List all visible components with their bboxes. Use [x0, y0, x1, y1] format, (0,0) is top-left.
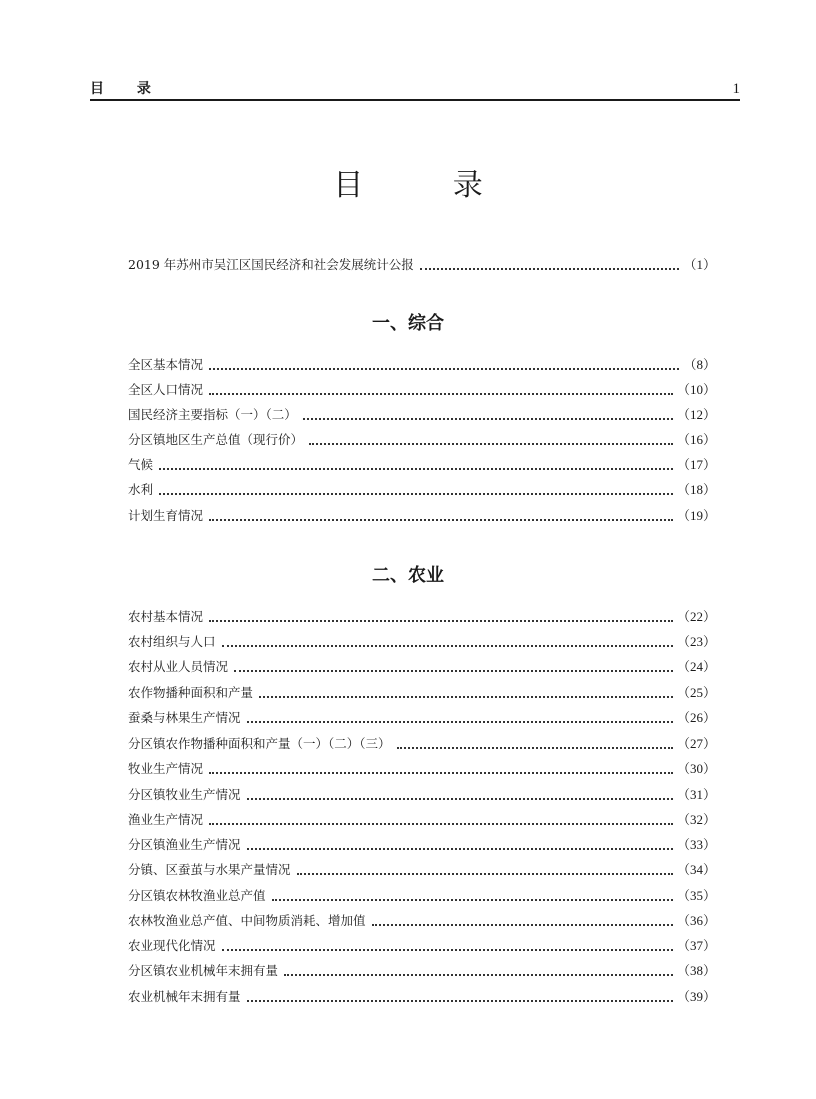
header-rule: [90, 99, 740, 101]
toc-entry-page: （8）: [683, 357, 716, 372]
toc-entry-page: （1）: [683, 257, 716, 272]
toc-entry[interactable]: [128, 406, 716, 424]
toc-entry-label: 牧业生产情况: [128, 761, 204, 776]
toc-entry-label: 国民经济主要指标（一）（二）: [128, 407, 297, 422]
toc-entry-page: （12）: [676, 407, 716, 422]
toc-entry-label: 2019 年苏州市吴江区国民经济和社会发展统计公报: [128, 257, 414, 272]
toc-entry-page: （39）: [676, 989, 716, 1004]
dot-leader: [209, 519, 673, 521]
toc-entry-page: （19）: [676, 508, 716, 523]
toc-entry[interactable]: [128, 962, 716, 980]
toc-entry[interactable]: [128, 658, 716, 676]
toc-entry[interactable]: [128, 836, 716, 854]
dot-leader: [234, 670, 673, 672]
toc-entry[interactable]: [128, 684, 716, 702]
dot-leader: [284, 974, 673, 976]
section-heading-general: 一、综合: [372, 313, 444, 334]
toc-entry[interactable]: [128, 381, 716, 399]
dot-leader: [303, 418, 673, 420]
toc-entry-page: （36）: [676, 913, 716, 928]
toc-entry-label: 农村从业人员情况: [128, 659, 229, 674]
dot-leader: [247, 1000, 673, 1002]
toc-entry-page: （32）: [676, 812, 716, 827]
dot-leader: [259, 696, 673, 698]
dot-leader: [209, 823, 673, 825]
dot-leader: [297, 873, 673, 875]
dot-leader: [209, 368, 679, 370]
dot-leader: [247, 848, 673, 850]
toc-entry-page: （25）: [676, 685, 716, 700]
toc-entry-label: 水利: [128, 482, 154, 497]
toc-entry-label: 农村组织与人口: [128, 634, 216, 649]
toc-entry[interactable]: [128, 507, 716, 525]
dot-leader: [247, 721, 673, 723]
toc-entry-page: （18）: [676, 482, 716, 497]
toc-entry-label: 全区基本情况: [128, 357, 204, 372]
toc-entry-label: 分区镇农作物播种面积和产量（一）（二）（三）: [128, 736, 391, 751]
toc-entry[interactable]: [128, 431, 716, 449]
toc-entry-page: （24）: [676, 659, 716, 674]
toc-entry-label: 农林牧渔业总产值、中间物质消耗、增加值: [128, 913, 366, 928]
toc-entry[interactable]: [128, 608, 716, 626]
toc-entry-page: （31）: [676, 787, 716, 802]
toc-entry-label: 气候: [128, 457, 154, 472]
toc-entry-page: （10）: [676, 382, 716, 397]
toc-entry-label: 农作物播种面积和产量: [128, 685, 254, 700]
dot-leader: [209, 772, 673, 774]
running-header-page-number: 1: [732, 81, 740, 97]
dot-leader: [397, 747, 673, 749]
toc-entry-page: （26）: [676, 710, 716, 725]
toc-entry[interactable]: [128, 709, 716, 727]
toc-entry-label: 分区镇地区生产总值（现行价）: [128, 432, 304, 447]
toc-entry[interactable]: [128, 786, 716, 804]
toc-entry[interactable]: [128, 988, 716, 1006]
dot-leader: [272, 899, 673, 901]
dot-leader: [209, 393, 673, 395]
toc-entry[interactable]: [128, 456, 716, 474]
toc-entry[interactable]: [128, 811, 716, 829]
toc-entry-page: （30）: [676, 761, 716, 776]
toc-entry[interactable]: [128, 937, 716, 955]
toc-entry-page: （33）: [676, 837, 716, 852]
dot-leader: [309, 443, 673, 445]
toc-entry-label: 农业现代化情况: [128, 938, 216, 953]
dot-leader: [159, 493, 673, 495]
toc-entry-label: 计划生育情况: [128, 508, 204, 523]
toc-entry-label: 分区镇农林牧渔业总产值: [128, 888, 266, 903]
toc-entry[interactable]: [128, 760, 716, 778]
toc-entry-page: （34）: [676, 862, 716, 877]
toc-entry-label: 农业机械年末拥有量: [128, 989, 241, 1004]
toc-entry-page: （35）: [676, 888, 716, 903]
toc-entry-page: （16）: [676, 432, 716, 447]
toc-entry-page: （23）: [676, 634, 716, 649]
toc-entry[interactable]: [128, 861, 716, 879]
dot-leader: [222, 645, 673, 647]
dot-leader: [372, 924, 673, 926]
toc-entry[interactable]: [128, 887, 716, 905]
toc-entry-page: （38）: [676, 963, 716, 978]
dot-leader: [222, 949, 673, 951]
dot-leader: [209, 620, 673, 622]
running-header-title: 目 录: [90, 81, 165, 97]
toc-entry-label: 蚕桑与林果生产情况: [128, 710, 241, 725]
toc-entry-label: 农村基本情况: [128, 609, 204, 624]
toc-entry-label: 分镇、区蚕茧与水果产量情况: [128, 862, 291, 877]
toc-entry[interactable]: [128, 481, 716, 499]
toc-entry-label: 分区镇农业机械年末拥有量: [128, 963, 279, 978]
page-title: 目 录: [333, 168, 523, 203]
running-header: [90, 76, 740, 98]
section-heading-agriculture: 二、农业: [372, 565, 444, 586]
toc-entry[interactable]: [128, 356, 716, 374]
toc-entry-label: 分区镇渔业生产情况: [128, 837, 241, 852]
toc-entry-label: 分区镇牧业生产情况: [128, 787, 241, 802]
toc-entry-intro[interactable]: [128, 256, 716, 274]
dot-leader: [247, 798, 673, 800]
toc-entry[interactable]: [128, 735, 716, 753]
toc-entry[interactable]: [128, 633, 716, 651]
toc-entry[interactable]: [128, 912, 716, 930]
dot-leader: [159, 468, 673, 470]
toc-entry-page: （17）: [676, 457, 716, 472]
toc-entry-page: （27）: [676, 736, 716, 751]
toc-entry-label: 渔业生产情况: [128, 812, 204, 827]
toc-entry-page: （37）: [676, 938, 716, 953]
toc-entry-label: 全区人口情况: [128, 382, 204, 397]
dot-leader: [420, 268, 680, 270]
toc-entry-page: （22）: [676, 609, 716, 624]
